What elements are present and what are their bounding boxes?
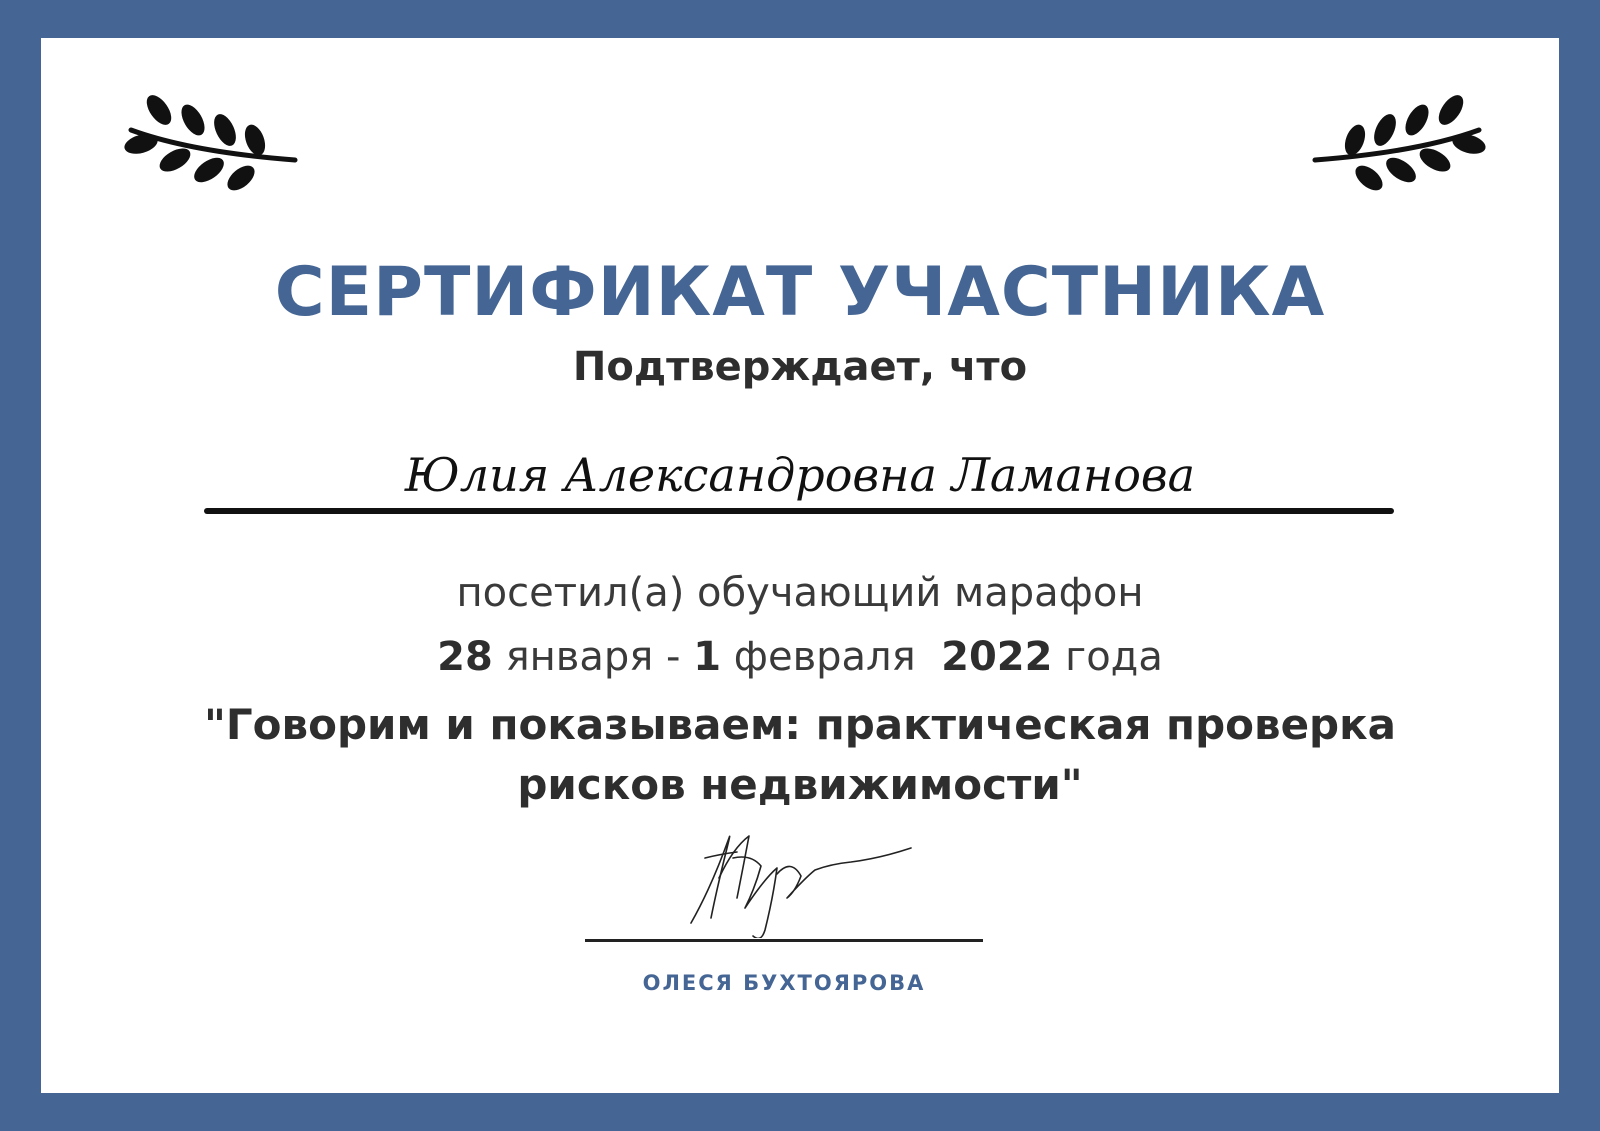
certificate-subtitle: Подтверждает, что <box>572 344 1028 390</box>
start-day: 28 <box>437 634 493 680</box>
laurel-branch-icon <box>111 90 311 200</box>
event-year: 2022 <box>941 634 1053 680</box>
start-month: января <box>505 634 654 680</box>
course-title <box>41 695 1559 815</box>
signer-name: ОЛЕСЯ БУХТОЯРОВА <box>642 971 926 995</box>
recipient-name: Юлия Александровна Ламанова <box>404 448 1196 502</box>
end-month: февраля <box>733 634 916 680</box>
certificate-title: СЕРТИФИКАТ УЧАСТНИКА <box>274 253 1326 332</box>
name-underline <box>204 508 1394 514</box>
event-dates <box>41 634 1559 680</box>
course-title-line-2: рисков недвижимости" <box>517 760 1083 809</box>
attended-text: посетил(а) обучающий марафон <box>456 570 1144 616</box>
date-separator: - <box>666 634 681 680</box>
handwritten-signature <box>681 818 921 938</box>
laurel-branch-icon <box>1299 90 1499 200</box>
end-day: 1 <box>693 634 722 680</box>
course-title-line-1: "Говорим и показываем: практическая проверка <box>204 700 1396 749</box>
certificate-sheet <box>41 38 1559 1093</box>
signature-line <box>585 939 983 942</box>
year-suffix: года <box>1065 634 1163 680</box>
